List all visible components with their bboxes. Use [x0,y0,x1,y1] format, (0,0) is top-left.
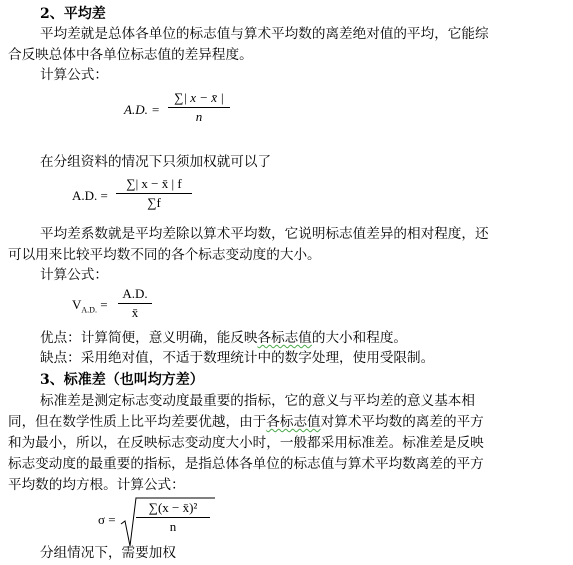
calc-formula-label-2: 计算公式： [40,267,108,283]
formula-ad-weighted-numerator: ∑| x − x̄ | f [116,176,192,194]
formula-vad-subscript: A.D. [81,305,97,315]
formula-ad-fraction [168,90,230,125]
pros-line [40,328,407,348]
pros-text-c: 的大小和程度。 [311,330,408,346]
formula-ad-denominator: n [195,109,203,124]
formula-ad-numerator: ∑| x − x̄ | [168,90,230,108]
formula-sigma-lhs: σ = [98,512,116,527]
std-paragraph-line3: 和为最小，所以，在反映标志变动度大小时，一般都采用标准差。标准差是反映 [8,435,484,451]
std-paragraph-line1: 标准差是测定标志变动度最重要的指标，它的意义与平均差的意义基本相 [40,393,475,409]
formula-sigma-fraction [136,500,210,535]
formula-ad-lhs: A.D. = [124,102,160,117]
section-2-heading: 2、平均差 [40,6,106,22]
formula-vad-v: V [72,297,82,312]
paragraph-mean-deviation-line1: 平均差就是总体各单位的标志值与算术平均数的离差绝对值的平均，它能综 [40,26,489,42]
paragraph-mean-deviation-line2: 合反映总体中各单位标志值的差异程度。 [8,47,253,63]
formula-sigma-numerator: ∑(x − x̄)² [136,500,210,518]
std-line2-c: 对算术平均数的离差的平方 [320,414,484,430]
pros-text-a: 计算简便，意义明确，能反映 [80,330,258,346]
std-line2-underlined: 各标志值 [266,414,321,430]
formula-ad-weighted-lhs: A.D. = [72,188,108,203]
formula-vad-fraction [118,286,152,321]
grouped-weighted-note: 分组情况下，需要加权 [40,545,176,561]
std-paragraph-line4: 标志变动度的最重要的指标，是指总体各单位的标志值与算术平均数离差的平方 [8,456,484,472]
formula-ad-weighted-denominator: ∑f [147,195,161,210]
formula-vad-equals: = [100,297,108,312]
std-paragraph-line2 [8,412,484,432]
section-3-heading: 3、标准差（也叫均方差） [40,372,204,388]
paragraph-coefficient-line2: 可以用来比较平均数不同的各个标志变动度的大小。 [8,247,321,263]
std-paragraph-line5: 平均数的均方根。计算公式： [8,477,185,493]
formula-vad-numerator: A.D. [118,286,152,304]
grouped-data-note: 在分组资料的情况下只须加权就可以了 [40,154,272,170]
cons-line: 缺点：采用绝对值，不适于数理统计中的数字处理，使用受限制。 [40,350,435,366]
pros-text-underlined: 各标志值 [257,330,312,346]
pros-label: 优点： [40,330,81,346]
formula-vad [72,297,108,315]
std-line2-a: 同，但在数学性质上比平均差要优越，由于 [8,414,267,430]
formula-ad-weighted-fraction [116,176,192,211]
formula-sigma-denominator: n [169,519,177,534]
paragraph-coefficient-line1: 平均差系数就是平均差除以算术平均数，它说明标志值差异的相对程度，还 [40,226,489,242]
formula-vad-denominator: x̄ [131,305,139,320]
calc-formula-label: 计算公式： [40,67,108,83]
